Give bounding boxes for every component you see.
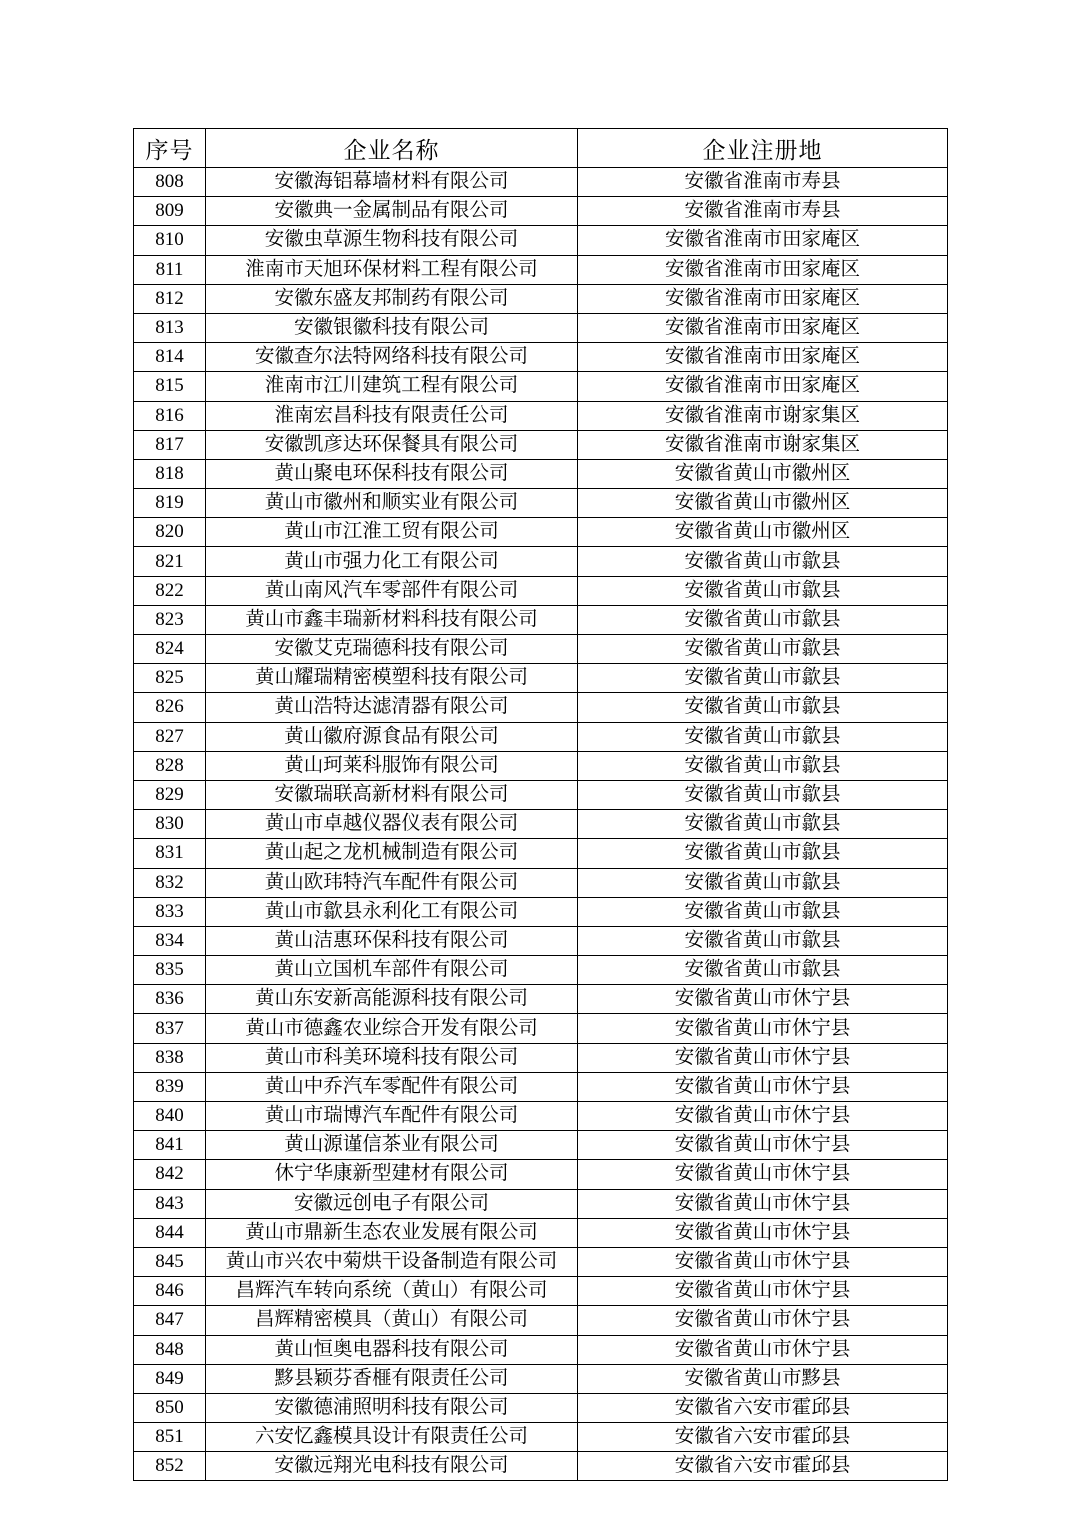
cell-enterprise-name: 黄山市鑫丰瑞新材料科技有限公司 <box>206 605 578 634</box>
cell-enterprise-name: 黄山市德鑫农业综合开发有限公司 <box>206 1014 578 1043</box>
cell-enterprise-name: 安徽海铝幕墙材料有限公司 <box>206 168 578 197</box>
cell-index: 839 <box>134 1072 206 1101</box>
cell-enterprise-name: 安徽银徽科技有限公司 <box>206 313 578 342</box>
cell-index: 808 <box>134 168 206 197</box>
cell-index: 819 <box>134 489 206 518</box>
cell-registration-place: 安徽省六安市霍邱县 <box>578 1452 948 1481</box>
cell-registration-place: 安徽省黄山市歙县 <box>578 751 948 780</box>
cell-enterprise-name: 黄山欧玮特汽车配件有限公司 <box>206 868 578 897</box>
cell-index: 814 <box>134 343 206 372</box>
cell-registration-place: 安徽省淮南市田家庵区 <box>578 372 948 401</box>
table-row <box>134 985 948 1014</box>
cell-index: 835 <box>134 956 206 985</box>
table-row <box>134 1131 948 1160</box>
table-row <box>134 197 948 226</box>
table-row <box>134 343 948 372</box>
cell-index: 833 <box>134 897 206 926</box>
cell-enterprise-name: 黄山市强力化工有限公司 <box>206 547 578 576</box>
cell-index: 832 <box>134 868 206 897</box>
cell-index: 838 <box>134 1043 206 1072</box>
cell-registration-place: 安徽省淮南市田家庵区 <box>578 226 948 255</box>
cell-enterprise-name: 六安忆鑫模具设计有限责任公司 <box>206 1423 578 1452</box>
cell-index: 816 <box>134 401 206 430</box>
cell-enterprise-name: 黄山市瑞博汽车配件有限公司 <box>206 1102 578 1131</box>
cell-enterprise-name: 淮南市天旭环保材料工程有限公司 <box>206 255 578 284</box>
cell-registration-place: 安徽省黄山市休宁县 <box>578 1306 948 1335</box>
cell-index: 844 <box>134 1218 206 1247</box>
cell-registration-place: 安徽省六安市霍邱县 <box>578 1423 948 1452</box>
table-row <box>134 693 948 722</box>
cell-index: 841 <box>134 1131 206 1160</box>
cell-registration-place: 安徽省黄山市休宁县 <box>578 1072 948 1101</box>
table-row <box>134 664 948 693</box>
cell-registration-place: 安徽省黄山市休宁县 <box>578 1102 948 1131</box>
cell-index: 846 <box>134 1277 206 1306</box>
cell-enterprise-name: 黄山市江淮工贸有限公司 <box>206 518 578 547</box>
cell-registration-place: 安徽省黄山市歙县 <box>578 576 948 605</box>
table-body <box>134 168 948 1481</box>
cell-registration-place: 安徽省黄山市休宁县 <box>578 1014 948 1043</box>
table-row <box>134 430 948 459</box>
table-row <box>134 576 948 605</box>
cell-index: 840 <box>134 1102 206 1131</box>
cell-enterprise-name: 黄山起之龙机械制造有限公司 <box>206 839 578 868</box>
table-row <box>134 751 948 780</box>
table-row <box>134 1423 948 1452</box>
cell-enterprise-name: 安徽瑞联高新材料有限公司 <box>206 780 578 809</box>
cell-index: 848 <box>134 1335 206 1364</box>
cell-registration-place: 安徽省淮南市谢家集区 <box>578 401 948 430</box>
table-row <box>134 313 948 342</box>
table-row <box>134 255 948 284</box>
cell-registration-place: 安徽省黄山市歙县 <box>578 810 948 839</box>
cell-enterprise-name: 昌辉精密模具（黄山）有限公司 <box>206 1306 578 1335</box>
cell-registration-place: 安徽省黄山市休宁县 <box>578 985 948 1014</box>
table-row <box>134 635 948 664</box>
table-row <box>134 226 948 255</box>
cell-index: 811 <box>134 255 206 284</box>
cell-enterprise-name: 黄山中乔汽车零配件有限公司 <box>206 1072 578 1101</box>
cell-index: 836 <box>134 985 206 1014</box>
cell-index: 851 <box>134 1423 206 1452</box>
cell-registration-place: 安徽省淮南市田家庵区 <box>578 343 948 372</box>
column-header-enterprise-name: 企业名称 <box>206 129 578 168</box>
cell-index: 821 <box>134 547 206 576</box>
cell-index: 812 <box>134 284 206 313</box>
cell-enterprise-name: 黄山市歙县永利化工有限公司 <box>206 897 578 926</box>
cell-index: 847 <box>134 1306 206 1335</box>
table-row <box>134 1364 948 1393</box>
cell-registration-place: 安徽省黄山市黟县 <box>578 1364 948 1393</box>
cell-enterprise-name: 黄山南风汽车零部件有限公司 <box>206 576 578 605</box>
cell-registration-place: 安徽省六安市霍邱县 <box>578 1393 948 1422</box>
table-row <box>134 868 948 897</box>
table-row <box>134 1277 948 1306</box>
cell-enterprise-name: 安徽远翔光电科技有限公司 <box>206 1452 578 1481</box>
table-row <box>134 1393 948 1422</box>
cell-index: 817 <box>134 430 206 459</box>
table-row <box>134 459 948 488</box>
cell-registration-place: 安徽省黄山市休宁县 <box>578 1277 948 1306</box>
cell-enterprise-name: 安徽德浦照明科技有限公司 <box>206 1393 578 1422</box>
cell-enterprise-name: 黄山耀瑞精密模塑科技有限公司 <box>206 664 578 693</box>
cell-enterprise-name: 淮南宏昌科技有限责任公司 <box>206 401 578 430</box>
cell-registration-place: 安徽省黄山市歙县 <box>578 926 948 955</box>
cell-index: 810 <box>134 226 206 255</box>
cell-index: 818 <box>134 459 206 488</box>
cell-index: 809 <box>134 197 206 226</box>
cell-registration-place: 安徽省黄山市歙县 <box>578 693 948 722</box>
cell-enterprise-name: 黄山市科美环境科技有限公司 <box>206 1043 578 1072</box>
cell-enterprise-name: 休宁华康新型建材有限公司 <box>206 1160 578 1189</box>
table-row <box>134 284 948 313</box>
cell-registration-place: 安徽省黄山市休宁县 <box>578 1335 948 1364</box>
cell-registration-place: 安徽省黄山市徽州区 <box>578 489 948 518</box>
table-row <box>134 1043 948 1072</box>
cell-registration-place: 安徽省黄山市歙县 <box>578 956 948 985</box>
cell-registration-place: 安徽省黄山市歙县 <box>578 868 948 897</box>
table-header <box>134 129 948 168</box>
cell-registration-place: 安徽省淮南市谢家集区 <box>578 430 948 459</box>
table-header-row <box>134 129 948 168</box>
cell-enterprise-name: 黄山市兴农中菊烘干设备制造有限公司 <box>206 1247 578 1276</box>
cell-registration-place: 安徽省淮南市寿县 <box>578 168 948 197</box>
cell-registration-place: 安徽省黄山市歙县 <box>578 547 948 576</box>
table-row <box>134 1014 948 1043</box>
table-row <box>134 1452 948 1481</box>
cell-registration-place: 安徽省黄山市歙县 <box>578 780 948 809</box>
cell-index: 820 <box>134 518 206 547</box>
cell-index: 834 <box>134 926 206 955</box>
cell-registration-place: 安徽省黄山市徽州区 <box>578 518 948 547</box>
cell-index: 822 <box>134 576 206 605</box>
cell-index: 825 <box>134 664 206 693</box>
cell-registration-place: 安徽省淮南市田家庵区 <box>578 284 948 313</box>
table-row <box>134 926 948 955</box>
table-row <box>134 372 948 401</box>
cell-index: 830 <box>134 810 206 839</box>
cell-enterprise-name: 黄山珂莱科服饰有限公司 <box>206 751 578 780</box>
cell-index: 845 <box>134 1247 206 1276</box>
cell-enterprise-name: 黄山恒奥电器科技有限公司 <box>206 1335 578 1364</box>
cell-registration-place: 安徽省黄山市休宁县 <box>578 1218 948 1247</box>
cell-enterprise-name: 黄山徽府源食品有限公司 <box>206 722 578 751</box>
cell-index: 843 <box>134 1189 206 1218</box>
cell-index: 828 <box>134 751 206 780</box>
column-header-registration-place: 企业注册地 <box>578 129 948 168</box>
cell-index: 829 <box>134 780 206 809</box>
cell-index: 823 <box>134 605 206 634</box>
table-row <box>134 1189 948 1218</box>
cell-registration-place: 安徽省黄山市歙县 <box>578 839 948 868</box>
table-row <box>134 1247 948 1276</box>
cell-index: 813 <box>134 313 206 342</box>
table-row <box>134 722 948 751</box>
cell-registration-place: 安徽省淮南市田家庵区 <box>578 255 948 284</box>
table-row <box>134 1102 948 1131</box>
cell-index: 815 <box>134 372 206 401</box>
cell-registration-place: 安徽省黄山市歙县 <box>578 897 948 926</box>
cell-registration-place: 安徽省黄山市歙县 <box>578 722 948 751</box>
cell-index: 826 <box>134 693 206 722</box>
table-row <box>134 1218 948 1247</box>
cell-registration-place: 安徽省淮南市寿县 <box>578 197 948 226</box>
cell-registration-place: 安徽省黄山市休宁县 <box>578 1043 948 1072</box>
table-row <box>134 810 948 839</box>
cell-registration-place: 安徽省淮南市田家庵区 <box>578 313 948 342</box>
cell-enterprise-name: 安徽凯彦达环保餐具有限公司 <box>206 430 578 459</box>
cell-registration-place: 安徽省黄山市休宁县 <box>578 1247 948 1276</box>
enterprise-registration-table <box>133 128 948 1481</box>
table-row <box>134 401 948 430</box>
cell-enterprise-name: 黄山市鼎新生态农业发展有限公司 <box>206 1218 578 1247</box>
cell-enterprise-name: 黄山洁惠环保科技有限公司 <box>206 926 578 955</box>
cell-index: 827 <box>134 722 206 751</box>
cell-enterprise-name: 安徽查尔法特网络科技有限公司 <box>206 343 578 372</box>
table-row <box>134 547 948 576</box>
table-row <box>134 1306 948 1335</box>
cell-enterprise-name: 黄山立国机车部件有限公司 <box>206 956 578 985</box>
cell-enterprise-name: 安徽虫草源生物科技有限公司 <box>206 226 578 255</box>
cell-enterprise-name: 安徽远创电子有限公司 <box>206 1189 578 1218</box>
cell-index: 852 <box>134 1452 206 1481</box>
table-row <box>134 605 948 634</box>
cell-registration-place: 安徽省黄山市休宁县 <box>578 1131 948 1160</box>
cell-enterprise-name: 安徽典一金属制品有限公司 <box>206 197 578 226</box>
table-row <box>134 1072 948 1101</box>
cell-registration-place: 安徽省黄山市休宁县 <box>578 1160 948 1189</box>
cell-enterprise-name: 安徽东盛友邦制药有限公司 <box>206 284 578 313</box>
cell-enterprise-name: 昌辉汽车转向系统（黄山）有限公司 <box>206 1277 578 1306</box>
cell-enterprise-name: 黄山聚电环保科技有限公司 <box>206 459 578 488</box>
table-row <box>134 489 948 518</box>
cell-index: 831 <box>134 839 206 868</box>
table-row <box>134 518 948 547</box>
cell-enterprise-name: 黄山市徽州和顺实业有限公司 <box>206 489 578 518</box>
table-row <box>134 168 948 197</box>
cell-index: 837 <box>134 1014 206 1043</box>
cell-enterprise-name: 黄山浩特达滤清器有限公司 <box>206 693 578 722</box>
table-row <box>134 897 948 926</box>
cell-registration-place: 安徽省黄山市歙县 <box>578 635 948 664</box>
cell-enterprise-name: 黄山东安新高能源科技有限公司 <box>206 985 578 1014</box>
cell-registration-place: 安徽省黄山市歙县 <box>578 605 948 634</box>
table-row <box>134 1335 948 1364</box>
cell-enterprise-name: 安徽艾克瑞德科技有限公司 <box>206 635 578 664</box>
cell-index: 824 <box>134 635 206 664</box>
column-header-index: 序号 <box>134 129 206 168</box>
cell-index: 842 <box>134 1160 206 1189</box>
cell-index: 850 <box>134 1393 206 1422</box>
cell-registration-place: 安徽省黄山市徽州区 <box>578 459 948 488</box>
cell-enterprise-name: 黄山市卓越仪器仪表有限公司 <box>206 810 578 839</box>
cell-registration-place: 安徽省黄山市休宁县 <box>578 1189 948 1218</box>
cell-index: 849 <box>134 1364 206 1393</box>
cell-registration-place: 安徽省黄山市歙县 <box>578 664 948 693</box>
cell-enterprise-name: 黟县颖芬香榧有限责任公司 <box>206 1364 578 1393</box>
table-row <box>134 956 948 985</box>
cell-enterprise-name: 淮南市江川建筑工程有限公司 <box>206 372 578 401</box>
table-row <box>134 780 948 809</box>
table-row <box>134 1160 948 1189</box>
table-row <box>134 839 948 868</box>
cell-enterprise-name: 黄山源谨信茶业有限公司 <box>206 1131 578 1160</box>
